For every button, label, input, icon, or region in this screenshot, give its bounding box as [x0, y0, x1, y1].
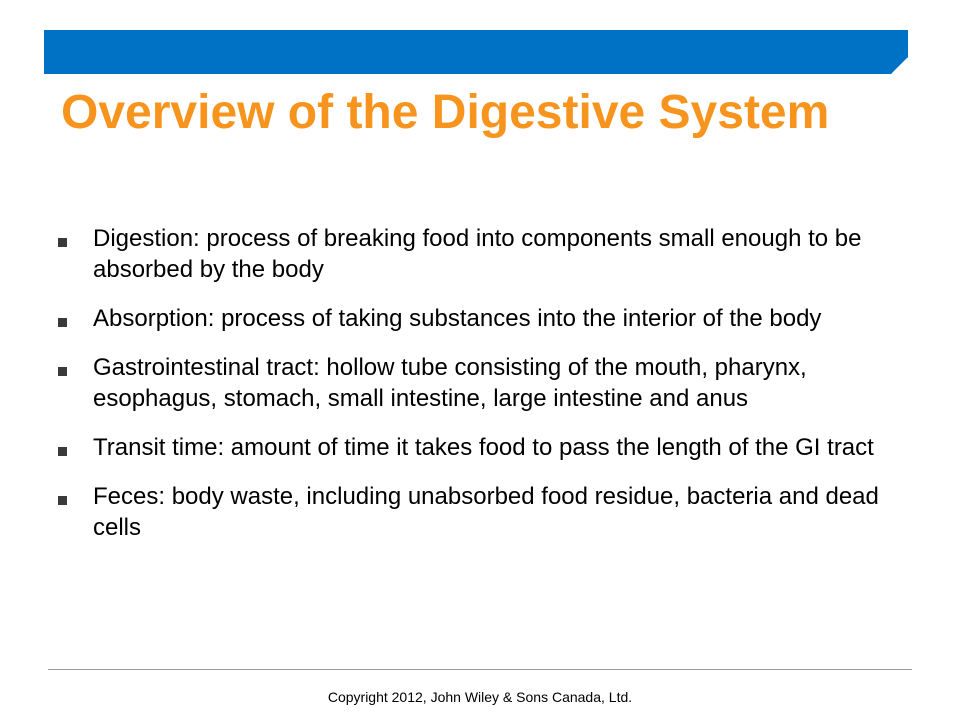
bullet-item-feces [56, 481, 916, 543]
bullet-item-absorption [56, 303, 916, 334]
bullet-item-digestion [56, 223, 916, 285]
footer-divider [48, 669, 912, 670]
bullet-text: Feces: body waste, including unabsorbed food residue, bacteria and dead cells [93, 483, 879, 541]
copyright-footer: Copyright 2012, John Wiley & Sons Canada, Ltd. [327, 689, 633, 705]
header-banner [44, 30, 908, 74]
square-bullet-icon [58, 496, 67, 505]
bullet-text: Gastrointestinal tract: hollow tube consisting of the mouth, pharynx, esophagus, stomach, small intestine, large intestine and anus [93, 354, 807, 412]
square-bullet-icon [58, 367, 67, 376]
bullet-text: Transit time: amount of time it takes food to pass the length of the GI tract [93, 434, 874, 461]
bullet-item-gi-tract [56, 352, 916, 414]
square-bullet-icon [58, 238, 67, 247]
bullet-text: Digestion: process of breaking food into components small enough to be absorbed by the body [93, 225, 862, 283]
bullet-text: Absorption: process of taking substances into the interior of the body [93, 305, 822, 332]
bullet-item-transit-time [56, 432, 916, 463]
header-banner-shape [44, 30, 908, 74]
square-bullet-icon [58, 318, 67, 327]
bullet-list [56, 223, 916, 561]
slide-title: Overview of the Digestive System [61, 86, 830, 139]
square-bullet-icon [58, 447, 67, 456]
